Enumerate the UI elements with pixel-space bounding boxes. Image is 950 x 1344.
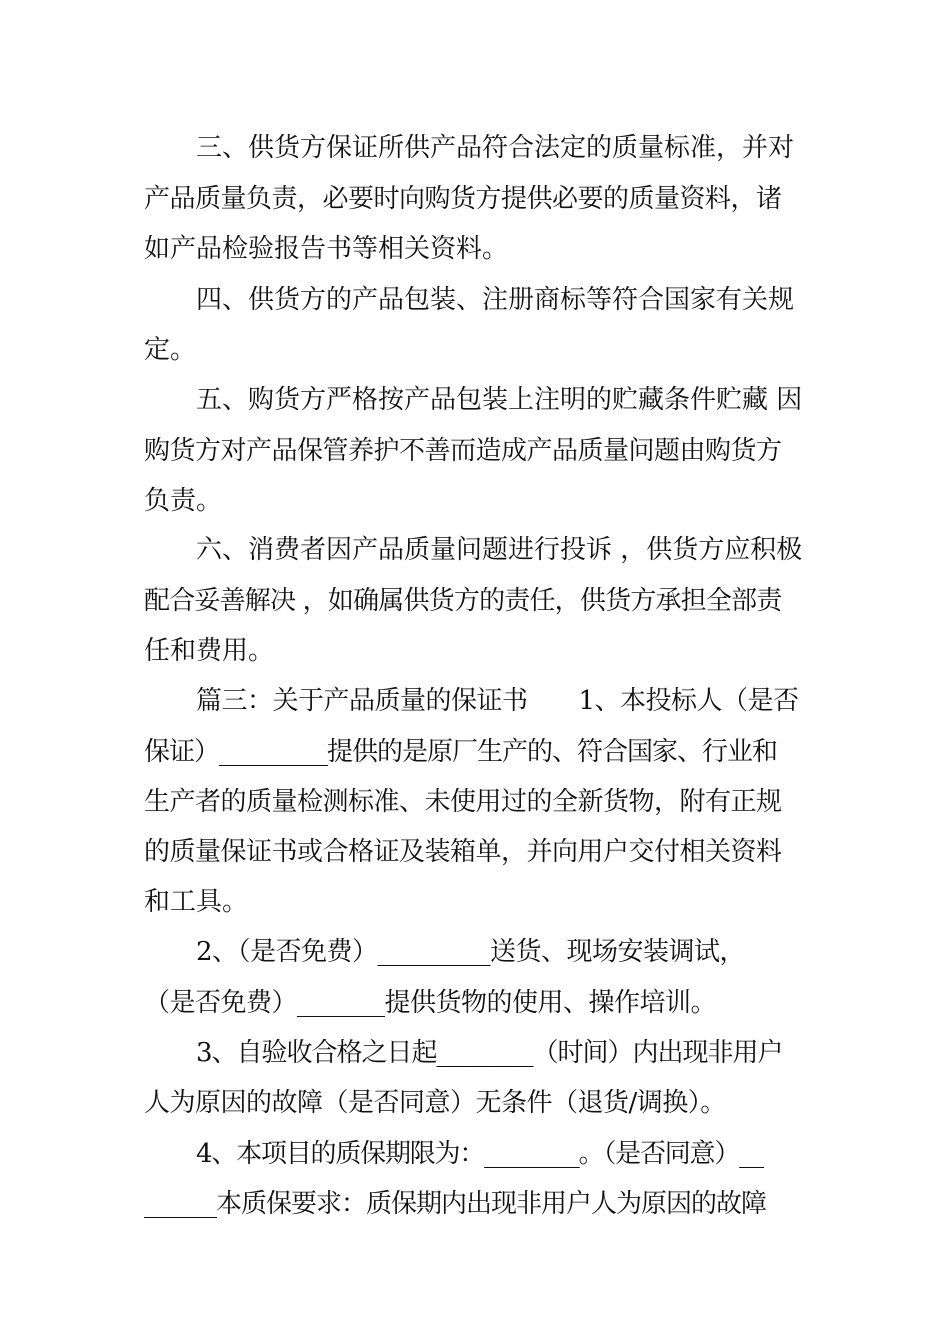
text-line: 人为原因的故障（是否同意）无条件（退货/调换）。: [144, 1088, 726, 1118]
text-line: 三、供货方保证所供产品符合法定的质量标准，并对: [196, 133, 795, 163]
text-line: 4、本项目的质保期限为：________。（是否同意）__: [196, 1139, 763, 1169]
text-line: 篇三：关于产品质量的保证书 1、本投标人（是否: [196, 686, 799, 716]
text-line: 产品质量负责，必要时向购货方提供必要的质量资料，诸: [144, 184, 782, 214]
text-line: 如产品检验报告书等相关资料。: [144, 234, 509, 264]
text-line: 四、供货方的产品包装、注册商标等符合国家有关规: [196, 285, 795, 315]
text-line: 生产者的质量检测标准、未使用过的全新货物，附有正规: [144, 787, 782, 817]
text-line: 任和费用。: [144, 636, 275, 666]
text-line: 和工具。: [144, 887, 249, 917]
text-line: 购货方对产品保管养护不善而造成产品质量问题由购货方: [144, 436, 782, 466]
text-line: 六、消费者因产品质量问题进行投诉 ，供货方应积极: [196, 535, 803, 565]
text-line: 定。: [144, 335, 197, 365]
text-line: 3、自验收合格之日起________（时间）内出现非用户: [196, 1038, 783, 1068]
text-line: 2、（是否免费）_________送货、现场安装调试，: [196, 937, 746, 967]
text-line: ______本质保要求：质保期内出现非用户人为原因的故障: [144, 1189, 767, 1219]
text-line: 负责。: [144, 486, 223, 516]
text-line: 五、购货方严格按产品包装上注明的贮藏条件贮藏 因: [196, 385, 803, 415]
text-line: 配合妥善解决 ，如确属供货方的责任，供货方承担全部责: [144, 586, 782, 616]
text-line: （是否免费）_______提供货物的使用、操作培训。: [144, 988, 717, 1018]
text-line: 的质量保证书或合格证及装箱单，并向用户交付相关资料: [144, 837, 782, 867]
text-line: 保证）_________提供的是原厂生产的、符合国家、行业和: [144, 737, 778, 767]
